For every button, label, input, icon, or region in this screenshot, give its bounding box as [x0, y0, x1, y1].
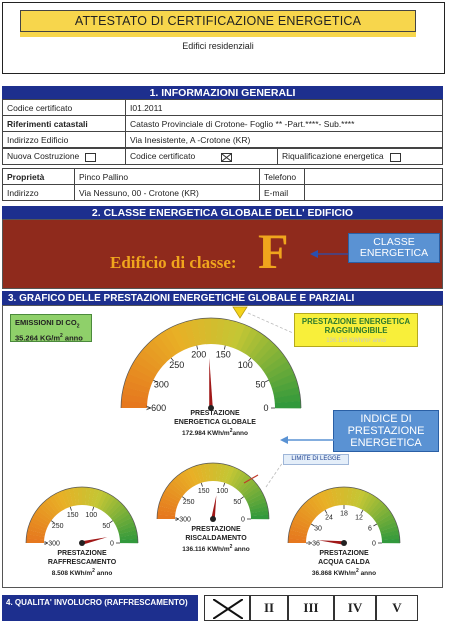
gauge-globale-tick-label: 0 — [263, 403, 269, 414]
achievable-title: PRESTAZIONE ENERGETICA RAGGIUNGIBILE — [301, 317, 411, 335]
type-checks-table — [2, 148, 443, 165]
legal-limit-label: LIMITE DI LEGGE — [283, 454, 349, 465]
table-row — [3, 149, 443, 165]
gauge-acqua-tick-label: 18 — [340, 510, 348, 518]
gauge-acqua-tick-label: 0 — [372, 540, 376, 548]
arrow-left-icon — [310, 248, 350, 260]
gauge-raffrescamento-tick — [70, 507, 71, 511]
indirizzo-edificio-value: Via Inesistente, A -Crotone (KR) — [126, 132, 443, 148]
section4-title: 4. QUALITA' INVOLUCRO (RAFFRESCAMENTO) — [2, 595, 198, 621]
codice-check-label: Codice certificato — [130, 151, 196, 162]
gauge-riscaldamento-tick-label: 150 — [197, 487, 210, 495]
achievable-marker-icon — [233, 307, 247, 318]
proprieta-value: Pinco Pallino — [75, 169, 260, 185]
gauge-riscaldamento-needle-hub — [210, 516, 216, 522]
gauge-acqua-tick-label: 30 — [314, 525, 322, 533]
riqual-checkbox[interactable] — [390, 153, 401, 162]
gauge-riscaldamento-needle — [211, 495, 216, 519]
gauge-acqua-tick — [373, 524, 376, 526]
indirizzo-edificio-label: Indirizzo Edificio — [3, 132, 126, 148]
gauge-globale-needle — [209, 358, 213, 408]
gauge-acqua-tick-label: >36 — [308, 540, 320, 548]
gauge-globale-tick — [265, 380, 269, 382]
codice-checkbox[interactable] — [221, 153, 232, 162]
gauge-raffrescamento-needle — [82, 537, 108, 545]
quality-class-1[interactable] — [204, 595, 250, 621]
class-callout: CLASSE ENERGETICA — [348, 233, 440, 263]
check-nuova-cell[interactable] — [3, 149, 126, 165]
co2-label: EMISSIONI DI CO — [15, 318, 77, 327]
table-row — [3, 116, 443, 132]
gauge-acqua-tick-label: 12 — [355, 514, 363, 522]
quality-class-5[interactable]: V — [376, 595, 418, 621]
gauge-globale-tick-label: 300 — [153, 379, 169, 390]
check-codice-cell[interactable] — [126, 149, 278, 165]
gauge-riscaldamento-tick-label: 50 — [233, 498, 242, 506]
arrow-left-icon — [280, 434, 336, 446]
co2-value: 35.264 KG/m — [15, 333, 61, 342]
gauge-riscaldamento-tick-label: 100 — [216, 487, 229, 495]
telefono-value — [305, 169, 443, 185]
gauge-globale-tick-label: 100 — [237, 360, 253, 371]
gauge-globale-label: PRESTAZIONE ENERGETICA GLOBALE 172.984 KWh/$m^2anno$ — [174, 410, 256, 438]
section3-title: 3. GRAFICO DELLE PRESTAZIONI ENERGETICHE GLOBALE E PARZIALI — [2, 291, 443, 305]
gauge-acqua-tick-label: 6 — [368, 525, 372, 533]
gauge-acqua-tick — [325, 510, 327, 513]
class-caption: Edificio di classe: — [110, 253, 237, 272]
gauge-raffrescamento-tick-label: >300 — [44, 540, 60, 548]
gauge-raffrescamento-tick — [93, 507, 94, 511]
gauge-globale-tick-label: 200 — [191, 349, 207, 360]
section2-title: 2. CLASSE ENERGETICA GLOBALE DELL' EDIFICIO — [2, 206, 443, 219]
proprieta-label: Proprietà — [3, 169, 75, 185]
co2-sub: 2 — [76, 323, 80, 330]
checked-x-icon — [222, 154, 231, 161]
codice-value: I01.2011 — [126, 100, 443, 116]
nuova-checkbox[interactable] — [85, 153, 96, 162]
certificate-title: ATTESTATO DI CERTIFICAZIONE ENERGETICA — [20, 10, 416, 32]
table-row — [3, 185, 443, 201]
email-value — [305, 185, 443, 201]
co2-emissions-box: EMISSIONI DI $CO_2$ 35.264 $KG/m^2$ anno — [10, 314, 92, 342]
gauge-riscaldamento-tick-label: 0 — [241, 516, 245, 524]
table-row — [3, 132, 443, 148]
table-row — [3, 169, 443, 185]
gauge-globale-tick-label: 50 — [255, 379, 266, 390]
gauge-raffrescamento-tick-label: 0 — [110, 540, 114, 548]
quality-class-4[interactable]: IV — [334, 595, 376, 621]
index-callout: INDICE DI PRESTAZIONE ENERGETICA — [333, 410, 439, 452]
gauge-acqua-needle-hub — [341, 540, 347, 546]
nuova-label: Nuova Costruzione — [7, 151, 80, 162]
indirizzo-value: Via Nessuno, 00 - Crotone (KR) — [75, 185, 260, 201]
gauge-riscaldamento-tick-label: 250 — [182, 498, 195, 506]
gauge-raffrescamento-label: PRESTAZIONE RAFFRESCAMENTO 8.508 KWh/$m^2$ anno — [47, 550, 117, 578]
gauge-raffrescamento-tick-label: 100 — [85, 511, 98, 519]
gauge-riscaldamento-tick — [201, 483, 202, 487]
gauge-raffrescamento-needle-hub — [79, 540, 85, 546]
email-label: E-mail — [260, 185, 305, 201]
gauge-raffrescamento-tick-label: 50 — [102, 522, 111, 530]
general-info-table — [2, 99, 443, 148]
co2-unit: anno — [64, 333, 83, 342]
riqual-label: Riqualificazione energetica — [282, 151, 384, 162]
codice-label: Codice certificato — [3, 100, 126, 116]
quality-class-2[interactable]: II — [250, 595, 288, 621]
limit-leader-line — [266, 462, 283, 487]
selected-x-icon — [213, 599, 243, 619]
table-row — [3, 100, 443, 116]
gauge-acqua-tick — [361, 510, 363, 513]
owner-table — [2, 168, 443, 201]
quality-class-3[interactable]: III — [288, 595, 334, 621]
gauge-raffrescamento-tick-label: 150 — [66, 511, 79, 519]
gauge-raffrescamento-tick-label: 250 — [51, 522, 64, 530]
gauge-acqua-label: PRESTAZIONE ACQUA CALDA 36.868 KWh/$m^2$ anno — [311, 550, 377, 578]
catastali-value: Catasto Provinciale di Crotone- Foglio ** -Part.****- Sub.**** — [126, 116, 443, 132]
check-riqual-cell[interactable] — [278, 149, 443, 165]
gauge-acqua-needle — [318, 540, 344, 545]
gauge-riscaldamento-label: PRESTAZIONE RISCALDAMENTO 136.116 KWh/$m^2$ anno — [182, 526, 250, 554]
catastali-label: Riferimenti catastali — [3, 116, 126, 132]
section1-title: 1. INFORMAZIONI GENERALI — [2, 86, 443, 99]
telefono-label: Telefono — [260, 169, 305, 185]
certificate-subtitle: Edifici residenziali — [20, 32, 416, 54]
gauge-globale-tick-label: >600 — [145, 403, 167, 414]
achievable-value: 136.116 KWh/m² anno — [326, 338, 386, 344]
gauge-riscaldamento-tick — [224, 483, 225, 487]
gauge-globale-tick-label: 250 — [169, 360, 185, 371]
gauge-riscaldamento-tick-label: >300 — [175, 516, 191, 524]
gauge-globale-tick-label: 150 — [215, 349, 231, 360]
indirizzo-label: Indirizzo — [3, 185, 75, 201]
gauge-acqua-tick-label: 24 — [325, 514, 333, 522]
class-letter: F — [258, 223, 289, 279]
